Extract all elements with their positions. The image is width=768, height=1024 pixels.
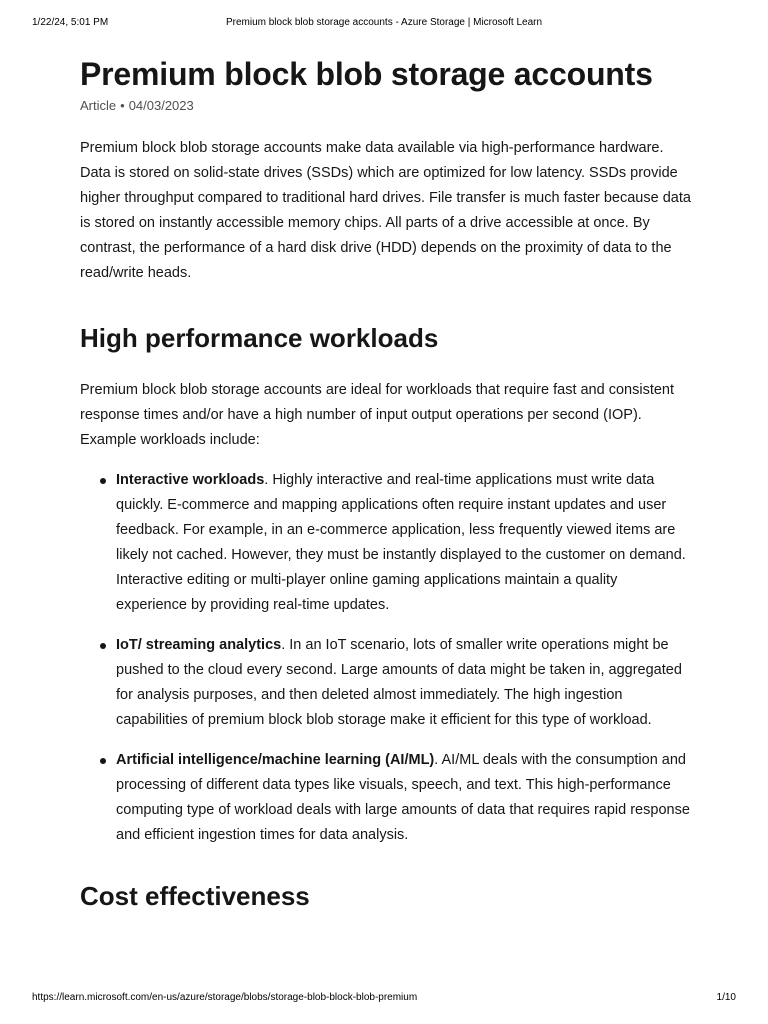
list-item bbox=[80, 633, 692, 733]
section-heading-high-performance: High performance workloads bbox=[80, 323, 439, 353]
list-item-text: . Highly interactive and real-time applications must write data quickly. E-commerce and mapping applications often require instant updates and user feedback. For example, in an e-commerce application, less frequently viewed items are likely not cached. However, they must be instantly displayed to the customer on demand. Interactive editing or multi-player online gaming applications maintain a quality experience by providing real-time updates. bbox=[116, 472, 686, 613]
page-title: Premium block blob storage accounts bbox=[80, 56, 653, 92]
section-heading-cost-effectiveness: Cost effectiveness bbox=[80, 881, 310, 911]
print-page-title: Premium block blob storage accounts - Azure Storage | Microsoft Learn bbox=[225, 17, 543, 28]
bullet-icon bbox=[100, 758, 106, 764]
list-item-term: Artificial intelligence/machine learning (AI/ML) bbox=[116, 752, 435, 768]
bullet-icon bbox=[100, 478, 106, 484]
list-item bbox=[80, 748, 692, 848]
bullet-icon bbox=[100, 643, 106, 649]
list-item bbox=[80, 468, 692, 618]
meta-separator: • bbox=[120, 98, 125, 113]
print-page-number: 1/10 bbox=[716, 992, 736, 1003]
list-item-term: Interactive workloads bbox=[116, 472, 265, 488]
print-header bbox=[32, 17, 736, 31]
print-footer bbox=[32, 992, 736, 1006]
list-item-term: IoT/ streaming analytics bbox=[116, 637, 282, 653]
list-item-text: . AI/ML deals with the consumption and processing of different data types like visuals, speech, and text. This high-performance computing type of workload deals with large amounts of data that requires rapid response and efficient ingestion times for data analysis. bbox=[116, 752, 690, 843]
article-meta bbox=[80, 96, 692, 116]
workloads-list bbox=[80, 468, 692, 848]
intro-paragraph: Premium block blob storage accounts make data available via high-performance hardware. Data is stored on solid-state drives (SSDs) which are optimized for low latency. SSDs provide higher throughput compared to traditional hard drives. File transfer is much faster because data is stored on instantly accessible memory chips. All parts of a drive accessible at once. By contrast, the performance of a hard disk drive (HDD) depends on the proximity of data to the read/write heads. bbox=[80, 140, 691, 281]
print-url: https://learn.microsoft.com/en-us/azure/storage/blobs/storage-blob-block-blob-premium bbox=[32, 992, 418, 1003]
article-content bbox=[80, 52, 692, 914]
section-intro-paragraph: Premium block blob storage accounts are ideal for workloads that require fast and consistent response times and/or have a high number of input output operations per second (IOP). Example workloads include: bbox=[80, 382, 675, 448]
list-item-text: . In an IoT scenario, lots of smaller write operations might be pushed to the cloud every second. Large amounts of data might be taken in, aggregated for analysis purposes, and then deleted almost immediately. The high ingestion capabilities of premium block blob storage make it efficient for this type of workload. bbox=[116, 637, 682, 728]
print-datetime: 1/22/24, 5:01 PM bbox=[32, 17, 109, 28]
article-date: 04/03/2023 bbox=[128, 98, 194, 113]
article-type: Article bbox=[80, 98, 117, 113]
